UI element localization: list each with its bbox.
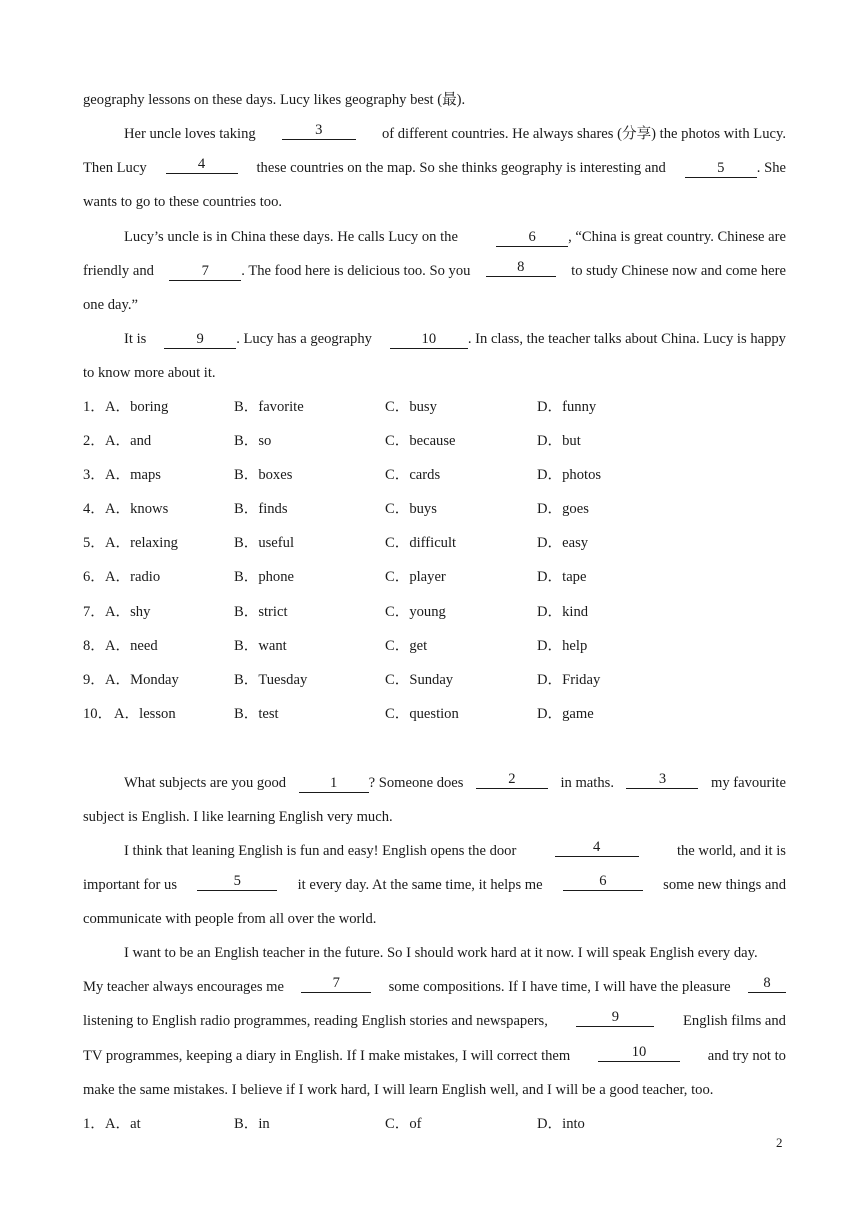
option-row-5: 5． A．relaxing B．useful C．difficult D．easy <box>83 531 703 555</box>
option-b[interactable]: B．strict <box>234 604 288 620</box>
text-line: subject is English. I like learning English very much. <box>83 809 393 825</box>
option-a[interactable]: A．lesson <box>114 706 176 722</box>
option-row-1: 1． A．at B．in C．of D．into <box>83 1112 703 1136</box>
blank-10[interactable]: 10 <box>598 1044 680 1062</box>
option-b[interactable]: B．so <box>234 433 272 449</box>
option-c[interactable]: C．of <box>385 1116 422 1132</box>
option-c[interactable]: C．get <box>385 638 428 654</box>
option-b[interactable]: B．phone <box>234 569 294 585</box>
option-row-9: 9． A．Monday B．Tuesday C．Sunday D．Friday <box>83 668 703 692</box>
option-a[interactable]: A．knows <box>105 501 169 517</box>
text-line: Lucy’s uncle is in China these days. He calls Lucy on the 6 , “China is great country. Chinese are <box>124 229 786 245</box>
option-b[interactable]: B．useful <box>234 535 294 551</box>
option-c[interactable]: C．because <box>385 433 456 449</box>
option-c[interactable]: C．player <box>385 569 446 585</box>
blank-6[interactable]: 6 <box>496 229 568 247</box>
text-line: important for us 5 it every day. At the same time, it helps me 6 some new things and <box>83 873 786 893</box>
option-d[interactable]: D．Friday <box>537 672 601 688</box>
blank-1[interactable]: 1 <box>299 775 369 793</box>
option-d[interactable]: D．help <box>537 638 588 654</box>
option-c[interactable]: C．buys <box>385 501 437 517</box>
blank-5[interactable]: 5 <box>685 160 757 178</box>
option-d[interactable]: D．easy <box>537 535 589 551</box>
option-row-10: 10． A．lesson B．test C．question D．game <box>83 702 703 726</box>
option-row-2: 2． A．and B．so C．because D．but <box>83 429 703 453</box>
option-b[interactable]: B．finds <box>234 501 288 517</box>
option-a[interactable]: A．maps <box>105 467 161 483</box>
option-a[interactable]: A．relaxing <box>105 535 178 551</box>
text-line: TV programmes, keeping a diary in English. If I make mistakes, I will correct them 10 and try not to <box>83 1044 786 1064</box>
blank-3[interactable]: 3 <box>282 122 356 140</box>
option-b[interactable]: B．test <box>234 706 279 722</box>
option-d[interactable]: D．into <box>537 1116 585 1132</box>
blank-5[interactable]: 5 <box>197 873 277 891</box>
option-row-1: 1． A．boring B．favorite C．busy D．funny <box>83 395 703 419</box>
option-d[interactable]: D．but <box>537 433 581 449</box>
blank-7[interactable]: 7 <box>301 975 371 993</box>
option-a[interactable]: A．radio <box>105 569 161 585</box>
text-line: Then Lucy 4 these countries on the map. So she thinks geography is interesting and 5 . She <box>83 156 786 176</box>
blank-4[interactable]: 4 <box>166 156 238 174</box>
option-d[interactable]: D．tape <box>537 569 587 585</box>
blank-9[interactable]: 9 <box>164 331 236 349</box>
text-line: My teacher always encourages me 7 some compositions. If I have time, I will have the pleasure 8 <box>83 975 786 999</box>
text-line: communicate with people from all over the world. <box>83 911 377 927</box>
option-row-6: 6． A．radio B．phone C．player D．tape <box>83 565 703 589</box>
text-line: listening to English radio programmes, reading English stories and newspapers, 9 English films and <box>83 1009 786 1029</box>
option-c[interactable]: C．cards <box>385 467 441 483</box>
option-d[interactable]: D．game <box>537 706 594 722</box>
option-b[interactable]: B．favorite <box>234 399 304 415</box>
text-line: I think that leaning English is fun and easy! English opens the door 4 the world, and it is <box>124 839 786 859</box>
option-d[interactable]: D．photos <box>537 467 602 483</box>
option-a[interactable]: A．Monday <box>105 672 179 688</box>
text-line: wants to go to these countries too. <box>83 194 283 210</box>
blank-6[interactable]: 6 <box>563 873 643 891</box>
text-line: one day.” <box>83 297 138 313</box>
option-b[interactable]: B．Tuesday <box>234 672 308 688</box>
option-b[interactable]: B．boxes <box>234 467 293 483</box>
option-row-7: 7． A．shy B．strict C．young D．kind <box>83 600 703 624</box>
page-number: 2 <box>776 1135 783 1150</box>
blank-3[interactable]: 3 <box>626 771 698 789</box>
text-line: I want to be an English teacher in the future. So I should work hard at it now. I will speak English every day. <box>124 945 758 961</box>
text-line: make the same mistakes. I believe if I work hard, I will learn English well, and I will be a good teacher, too. <box>83 1082 714 1098</box>
blank-4[interactable]: 4 <box>555 839 639 857</box>
option-a[interactable]: A．and <box>105 433 152 449</box>
option-b[interactable]: B．want <box>234 638 287 654</box>
option-c[interactable]: C．busy <box>385 399 437 415</box>
option-a[interactable]: A．boring <box>105 399 169 415</box>
option-row-8: 8． A．need B．want C．get D．help <box>83 634 703 658</box>
option-a[interactable]: A．need <box>105 638 158 654</box>
blank-2[interactable]: 2 <box>476 771 548 789</box>
option-row-3: 3． A．maps B．boxes C．cards D．photos <box>83 463 703 487</box>
option-a[interactable]: A．shy <box>105 604 151 620</box>
option-row-4: 4． A．knows B．finds C．buys D．goes <box>83 497 703 521</box>
text-line: geography lessons on these days. Lucy likes geography best (最). <box>83 92 466 108</box>
option-a[interactable]: A．at <box>105 1116 141 1132</box>
text-line: It is 9 . Lucy has a geography 10 . In class, the teacher talks about China. Lucy is happy <box>124 331 786 347</box>
option-d[interactable]: D．goes <box>537 501 589 517</box>
option-b[interactable]: B．in <box>234 1116 270 1132</box>
text-line: Her uncle loves taking 3 of different countries. He always shares (分享) the photos with Lucy. <box>124 122 786 142</box>
text-line: What subjects are you good 1 ? Someone does 2 in maths. 3 my favourite <box>124 771 786 791</box>
blank-8[interactable]: 8 <box>748 975 786 993</box>
option-c[interactable]: C．Sunday <box>385 672 454 688</box>
option-d[interactable]: D．funny <box>537 399 597 415</box>
option-d[interactable]: D．kind <box>537 604 589 620</box>
text-line: to know more about it. <box>83 365 216 381</box>
blank-9[interactable]: 9 <box>576 1009 654 1027</box>
blank-10[interactable]: 10 <box>390 331 468 349</box>
option-c[interactable]: C．question <box>385 706 459 722</box>
option-c[interactable]: C．young <box>385 604 446 620</box>
blank-7[interactable]: 7 <box>169 263 241 281</box>
text-line: friendly and 7 . The food here is delicious too. So you 8 to study Chinese now and come here <box>83 259 786 279</box>
blank-8[interactable]: 8 <box>486 259 556 277</box>
option-c[interactable]: C．difficult <box>385 535 457 551</box>
